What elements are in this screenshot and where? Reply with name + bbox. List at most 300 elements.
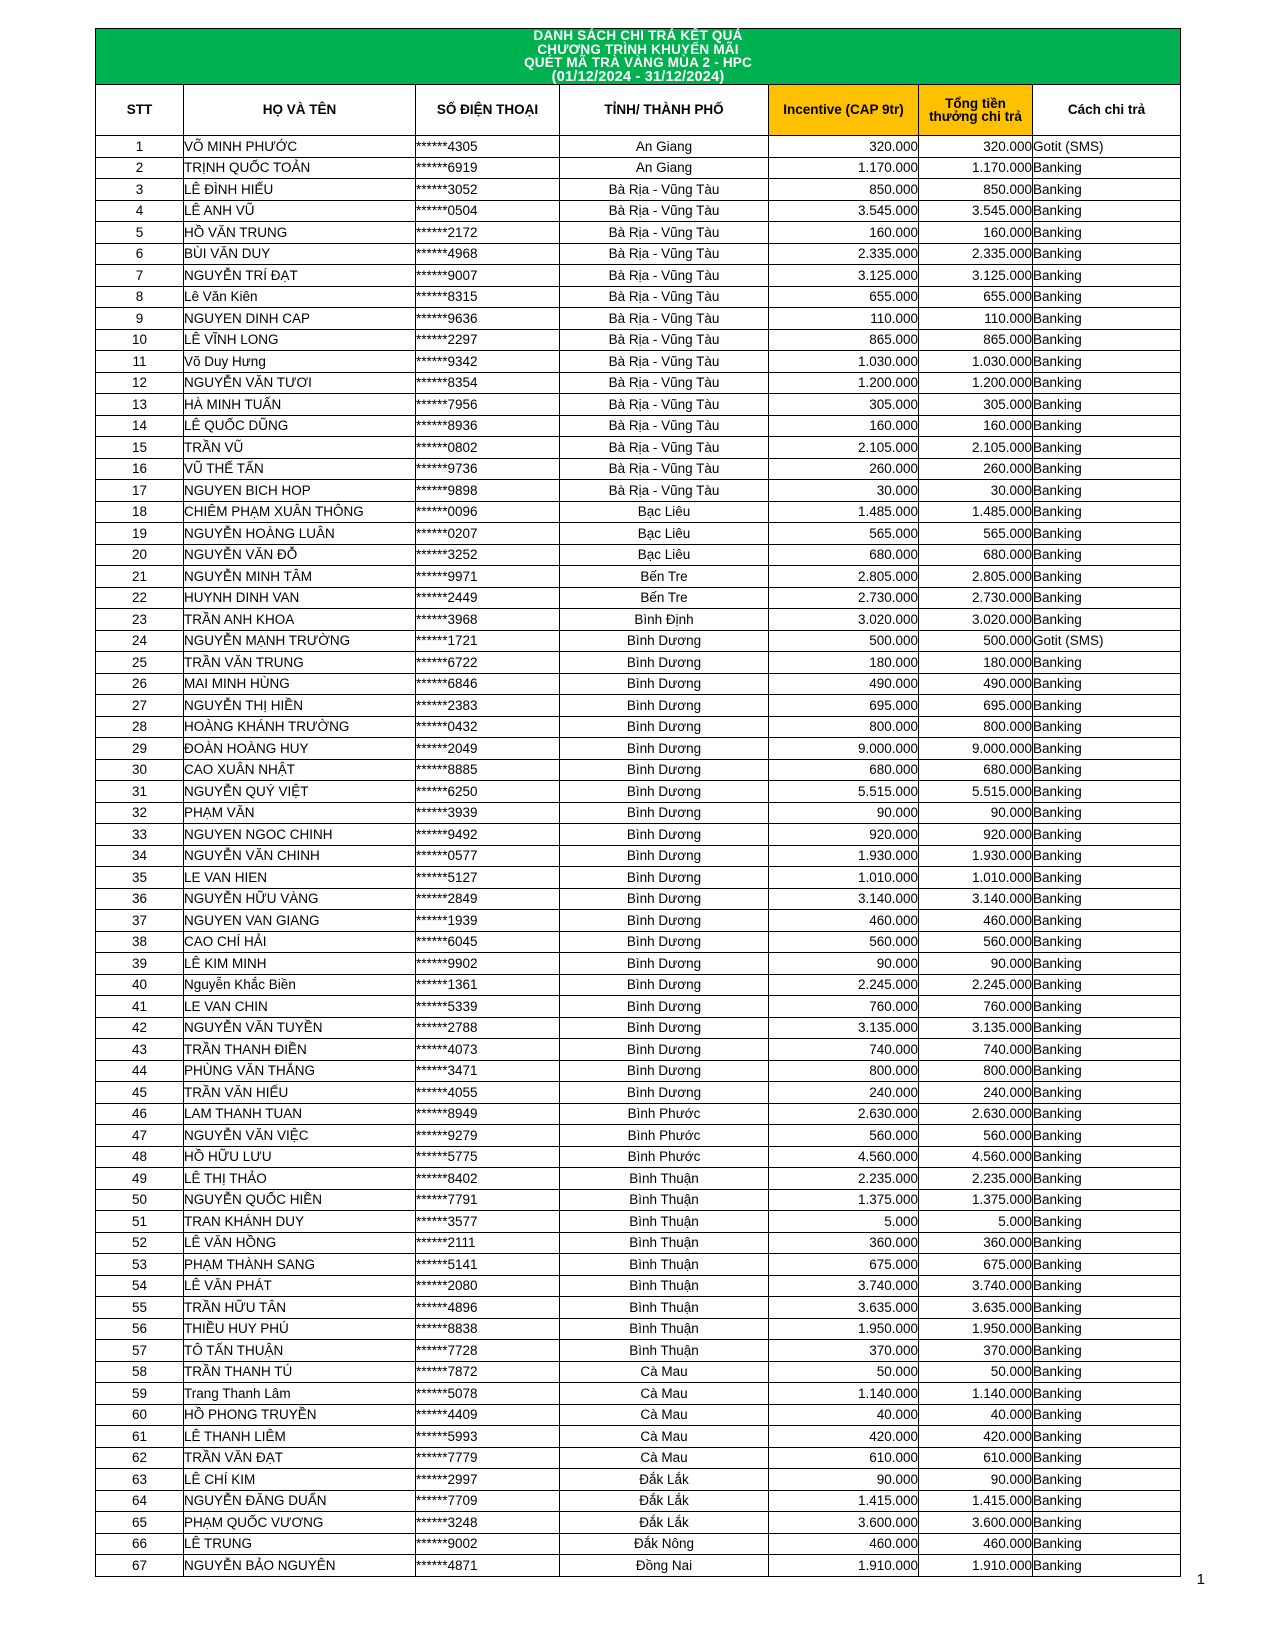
- column-header-method: Cách chi trả: [1033, 85, 1181, 136]
- cell-phone: ******6846: [416, 673, 560, 695]
- cell-phone: ******3252: [416, 544, 560, 566]
- table-row: [96, 738, 1181, 760]
- cell-stt: 66: [96, 1533, 184, 1555]
- cell-phone: ******6250: [416, 781, 560, 803]
- cell-stt: 2: [96, 157, 184, 179]
- cell-stt: 44: [96, 1060, 184, 1082]
- table-row: [96, 609, 1181, 631]
- cell-phone: ******5078: [416, 1383, 560, 1405]
- cell-name: NGUYỄN HỮU VÀNG: [184, 888, 416, 910]
- cell-incentive: 680.000: [769, 544, 919, 566]
- table-row: [96, 265, 1181, 287]
- table-row: [96, 480, 1181, 502]
- table-row: [96, 1490, 1181, 1512]
- cell-phone: ******0096: [416, 501, 560, 523]
- cell-province: Bạc Liêu: [560, 544, 769, 566]
- cell-total: 370.000: [919, 1340, 1033, 1362]
- cell-total: 2.805.000: [919, 566, 1033, 588]
- cell-province: Bến Tre: [560, 587, 769, 609]
- cell-province: Bạc Liêu: [560, 501, 769, 523]
- cell-incentive: 500.000: [769, 630, 919, 652]
- cell-incentive: 4.560.000: [769, 1146, 919, 1168]
- cell-stt: 26: [96, 673, 184, 695]
- cell-incentive: 695.000: [769, 695, 919, 717]
- cell-phone: ******2788: [416, 1017, 560, 1039]
- table-row: [96, 200, 1181, 222]
- table-row: [96, 910, 1181, 932]
- cell-incentive: 2.730.000: [769, 587, 919, 609]
- cell-method: Banking: [1033, 1168, 1181, 1190]
- cell-total: 490.000: [919, 673, 1033, 695]
- cell-province: Bình Dương: [560, 910, 769, 932]
- cell-method: Banking: [1033, 1103, 1181, 1125]
- table-row: [96, 1426, 1181, 1448]
- column-header-phone: SỐ ĐIỆN THOẠI: [416, 85, 560, 136]
- table-row: [96, 867, 1181, 889]
- cell-province: Bình Dương: [560, 974, 769, 996]
- table-row: [96, 544, 1181, 566]
- cell-name: LÊ TRUNG: [184, 1533, 416, 1555]
- table-row: [96, 931, 1181, 953]
- table-row: [96, 1447, 1181, 1469]
- cell-method: Banking: [1033, 372, 1181, 394]
- cell-incentive: 3.545.000: [769, 200, 919, 222]
- cell-stt: 24: [96, 630, 184, 652]
- cell-phone: ******2080: [416, 1275, 560, 1297]
- cell-name: LE VAN CHIN: [184, 996, 416, 1018]
- cell-stt: 57: [96, 1340, 184, 1362]
- cell-incentive: 370.000: [769, 1340, 919, 1362]
- cell-province: Bình Dương: [560, 802, 769, 824]
- cell-province: Đắk Lắk: [560, 1469, 769, 1491]
- cell-phone: ******9736: [416, 458, 560, 480]
- cell-name: VŨ THẾ TẤN: [184, 458, 416, 480]
- cell-province: Đắk Nông: [560, 1533, 769, 1555]
- cell-method: Banking: [1033, 200, 1181, 222]
- cell-method: Banking: [1033, 1340, 1181, 1362]
- cell-method: Banking: [1033, 716, 1181, 738]
- cell-incentive: 1.170.000: [769, 157, 919, 179]
- cell-method: Banking: [1033, 1512, 1181, 1534]
- cell-province: Bà Rịa - Vũng Tàu: [560, 415, 769, 437]
- cell-total: 1.950.000: [919, 1318, 1033, 1340]
- cell-total: 5.515.000: [919, 781, 1033, 803]
- cell-province: Bình Dương: [560, 652, 769, 674]
- cell-method: Banking: [1033, 1533, 1181, 1555]
- cell-name: TRẦN VĂN ĐẠT: [184, 1447, 416, 1469]
- cell-method: Banking: [1033, 673, 1181, 695]
- cell-stt: 46: [96, 1103, 184, 1125]
- cell-stt: 52: [96, 1232, 184, 1254]
- cell-name: Trang Thanh Lâm: [184, 1383, 416, 1405]
- cell-province: Bình Phước: [560, 1146, 769, 1168]
- cell-total: 800.000: [919, 716, 1033, 738]
- cell-province: Bình Thuận: [560, 1254, 769, 1276]
- cell-incentive: 610.000: [769, 1447, 919, 1469]
- table-header-row: [96, 85, 1181, 136]
- cell-name: NGUYỄN TRÍ ĐẠT: [184, 265, 416, 287]
- cell-method: Banking: [1033, 157, 1181, 179]
- cell-province: Bà Rịa - Vũng Tàu: [560, 179, 769, 201]
- column-header-total-line2: thưởng chi trả: [929, 109, 1022, 124]
- cell-incentive: 320.000: [769, 136, 919, 158]
- cell-province: Bà Rịa - Vũng Tàu: [560, 200, 769, 222]
- cell-phone: ******1939: [416, 910, 560, 932]
- cell-name: PHẠM THÀNH SANG: [184, 1254, 416, 1276]
- cell-total: 90.000: [919, 802, 1033, 824]
- cell-name: LÊ THANH LIÊM: [184, 1426, 416, 1448]
- cell-stt: 37: [96, 910, 184, 932]
- cell-incentive: 1.140.000: [769, 1383, 919, 1405]
- cell-name: NGUYỄN VĂN TUYỀN: [184, 1017, 416, 1039]
- cell-method: Banking: [1033, 458, 1181, 480]
- cell-province: Bình Dương: [560, 673, 769, 695]
- cell-total: 2.105.000: [919, 437, 1033, 459]
- table-row: [96, 996, 1181, 1018]
- cell-phone: ******9636: [416, 308, 560, 330]
- cell-method: Banking: [1033, 329, 1181, 351]
- cell-incentive: 680.000: [769, 759, 919, 781]
- cell-name: NGUYỄN QUÝ VIỆT: [184, 781, 416, 803]
- cell-province: Bình Dương: [560, 759, 769, 781]
- table-row: [96, 845, 1181, 867]
- table-row: [96, 1555, 1181, 1577]
- cell-method: Banking: [1033, 1426, 1181, 1448]
- table-row: [96, 673, 1181, 695]
- cell-incentive: 2.805.000: [769, 566, 919, 588]
- cell-province: Cà Mau: [560, 1361, 769, 1383]
- table-row: [96, 1512, 1181, 1534]
- table-row: [96, 824, 1181, 846]
- cell-stt: 13: [96, 394, 184, 416]
- cell-total: 305.000: [919, 394, 1033, 416]
- cell-stt: 34: [96, 845, 184, 867]
- cell-incentive: 3.125.000: [769, 265, 919, 287]
- cell-method: Banking: [1033, 824, 1181, 846]
- cell-stt: 28: [96, 716, 184, 738]
- cell-method: Banking: [1033, 1383, 1181, 1405]
- cell-province: Bình Dương: [560, 1039, 769, 1061]
- cell-phone: ******8949: [416, 1103, 560, 1125]
- table-row: [96, 587, 1181, 609]
- cell-incentive: 565.000: [769, 523, 919, 545]
- cell-method: Gotit (SMS): [1033, 630, 1181, 652]
- cell-incentive: 30.000: [769, 480, 919, 502]
- cell-method: Banking: [1033, 759, 1181, 781]
- cell-method: Banking: [1033, 523, 1181, 545]
- table-row: [96, 1297, 1181, 1319]
- cell-stt: 47: [96, 1125, 184, 1147]
- cell-incentive: 800.000: [769, 716, 919, 738]
- table-row: [96, 1318, 1181, 1340]
- cell-phone: ******2111: [416, 1232, 560, 1254]
- cell-name: NGUYỄN VĂN CHINH: [184, 845, 416, 867]
- cell-name: LÊ CHÍ KIM: [184, 1469, 416, 1491]
- cell-name: CHIÊM PHẠM XUÂN THÔNG: [184, 501, 416, 523]
- cell-phone: ******5127: [416, 867, 560, 889]
- cell-province: Bình Dương: [560, 695, 769, 717]
- cell-total: 3.740.000: [919, 1275, 1033, 1297]
- cell-phone: ******2297: [416, 329, 560, 351]
- cell-total: 90.000: [919, 1469, 1033, 1491]
- cell-name: LÊ ĐÌNH HIẾU: [184, 179, 416, 201]
- table-row: [96, 1232, 1181, 1254]
- cell-stt: 20: [96, 544, 184, 566]
- cell-total: 565.000: [919, 523, 1033, 545]
- document-title: [96, 29, 1181, 85]
- cell-stt: 61: [96, 1426, 184, 1448]
- cell-incentive: 560.000: [769, 931, 919, 953]
- cell-stt: 43: [96, 1039, 184, 1061]
- cell-stt: 60: [96, 1404, 184, 1426]
- table-row: [96, 394, 1181, 416]
- cell-stt: 38: [96, 931, 184, 953]
- cell-method: Banking: [1033, 996, 1181, 1018]
- table-row: [96, 759, 1181, 781]
- cell-total: 1.930.000: [919, 845, 1033, 867]
- cell-name: LÊ THỊ THẢO: [184, 1168, 416, 1190]
- cell-total: 180.000: [919, 652, 1033, 674]
- cell-incentive: 9.000.000: [769, 738, 919, 760]
- cell-name: LÊ ANH VŨ: [184, 200, 416, 222]
- column-header-name: HỌ VÀ TÊN: [184, 85, 416, 136]
- cell-phone: ******4055: [416, 1082, 560, 1104]
- cell-incentive: 240.000: [769, 1082, 919, 1104]
- table-row: [96, 458, 1181, 480]
- cell-total: 680.000: [919, 544, 1033, 566]
- cell-method: Banking: [1033, 394, 1181, 416]
- cell-province: Bình Thuận: [560, 1297, 769, 1319]
- cell-name: NGUYỄN MINH TÂM: [184, 566, 416, 588]
- cell-method: Banking: [1033, 1146, 1181, 1168]
- cell-stt: 64: [96, 1490, 184, 1512]
- cell-incentive: 560.000: [769, 1125, 919, 1147]
- cell-province: Bà Rịa - Vũng Tàu: [560, 243, 769, 265]
- cell-method: Banking: [1033, 802, 1181, 824]
- cell-province: Bình Dương: [560, 738, 769, 760]
- cell-total: 2.245.000: [919, 974, 1033, 996]
- cell-phone: ******4305: [416, 136, 560, 158]
- cell-phone: ******3471: [416, 1060, 560, 1082]
- cell-name: NGUYEN VAN GIANG: [184, 910, 416, 932]
- cell-incentive: 655.000: [769, 286, 919, 308]
- cell-total: 1.910.000: [919, 1555, 1033, 1577]
- table-row: [96, 1039, 1181, 1061]
- cell-phone: ******4073: [416, 1039, 560, 1061]
- cell-name: LÊ KIM MINH: [184, 953, 416, 975]
- cell-province: Bà Rịa - Vũng Tàu: [560, 329, 769, 351]
- cell-stt: 8: [96, 286, 184, 308]
- cell-phone: ******8936: [416, 415, 560, 437]
- column-header-total: [919, 85, 1033, 136]
- cell-total: 3.140.000: [919, 888, 1033, 910]
- cell-phone: ******2449: [416, 587, 560, 609]
- cell-name: THIỀU HUY PHÚ: [184, 1318, 416, 1340]
- cell-method: Banking: [1033, 415, 1181, 437]
- page-number: 1: [1196, 1571, 1205, 1588]
- cell-name: Võ Duy Hưng: [184, 351, 416, 373]
- cell-province: Cà Mau: [560, 1404, 769, 1426]
- cell-stt: 27: [96, 695, 184, 717]
- cell-incentive: 760.000: [769, 996, 919, 1018]
- cell-stt: 40: [96, 974, 184, 996]
- cell-name: TÔ TẤN THUẬN: [184, 1340, 416, 1362]
- cell-stt: 48: [96, 1146, 184, 1168]
- cell-stt: 22: [96, 587, 184, 609]
- cell-method: Banking: [1033, 910, 1181, 932]
- cell-stt: 29: [96, 738, 184, 760]
- cell-stt: 49: [96, 1168, 184, 1190]
- cell-incentive: 850.000: [769, 179, 919, 201]
- cell-total: 110.000: [919, 308, 1033, 330]
- cell-total: 460.000: [919, 910, 1033, 932]
- table-row: [96, 415, 1181, 437]
- cell-method: Banking: [1033, 1318, 1181, 1340]
- cell-province: Cà Mau: [560, 1383, 769, 1405]
- cell-incentive: 3.635.000: [769, 1297, 919, 1319]
- cell-stt: 54: [96, 1275, 184, 1297]
- cell-stt: 35: [96, 867, 184, 889]
- table-row: [96, 523, 1181, 545]
- cell-province: Bình Thuận: [560, 1318, 769, 1340]
- cell-name: LE VAN HIEN: [184, 867, 416, 889]
- cell-name: NGUYỄN VĂN VIỆC: [184, 1125, 416, 1147]
- cell-phone: ******9492: [416, 824, 560, 846]
- cell-stt: 41: [96, 996, 184, 1018]
- table-row: [96, 1469, 1181, 1491]
- title-line-2: CHƯƠNG TRÌNH KHUYẾN MÃI: [537, 41, 739, 57]
- table-row: [96, 157, 1181, 179]
- cell-incentive: 3.140.000: [769, 888, 919, 910]
- cell-total: 760.000: [919, 996, 1033, 1018]
- cell-province: Bà Rịa - Vũng Tàu: [560, 480, 769, 502]
- title-row: [96, 29, 1181, 85]
- cell-method: Banking: [1033, 1254, 1181, 1276]
- cell-incentive: 90.000: [769, 953, 919, 975]
- cell-name: HUYNH DINH VAN: [184, 587, 416, 609]
- cell-stt: 10: [96, 329, 184, 351]
- cell-name: NGUYEN DINH CAP: [184, 308, 416, 330]
- cell-total: 3.125.000: [919, 265, 1033, 287]
- table-row: [96, 802, 1181, 824]
- cell-total: 30.000: [919, 480, 1033, 502]
- cell-phone: ******5775: [416, 1146, 560, 1168]
- cell-name: TRẦN VĂN TRUNG: [184, 652, 416, 674]
- title-line-1: DANH SÁCH CHI TRẢ KẾT QUẢ: [533, 28, 743, 43]
- cell-province: Bình Dương: [560, 716, 769, 738]
- cell-method: Banking: [1033, 308, 1181, 330]
- cell-name: NGUYEN BICH HOP: [184, 480, 416, 502]
- table-row: [96, 1017, 1181, 1039]
- cell-name: HỒ PHONG TRUYỀN: [184, 1404, 416, 1426]
- cell-phone: ******8315: [416, 286, 560, 308]
- cell-method: Banking: [1033, 501, 1181, 523]
- cell-name: TRẦN ANH KHOA: [184, 609, 416, 631]
- cell-phone: ******9902: [416, 953, 560, 975]
- cell-method: Banking: [1033, 695, 1181, 717]
- cell-stt: 62: [96, 1447, 184, 1469]
- cell-stt: 53: [96, 1254, 184, 1276]
- cell-phone: ******3968: [416, 609, 560, 631]
- cell-method: Banking: [1033, 566, 1181, 588]
- cell-phone: ******0802: [416, 437, 560, 459]
- cell-phone: ******4871: [416, 1555, 560, 1577]
- cell-method: Banking: [1033, 974, 1181, 996]
- cell-total: 560.000: [919, 1125, 1033, 1147]
- cell-name: Lê Văn Kiên: [184, 286, 416, 308]
- cell-stt: 33: [96, 824, 184, 846]
- cell-province: Đắk Lắk: [560, 1490, 769, 1512]
- cell-method: Banking: [1033, 1039, 1181, 1061]
- cell-total: 3.135.000: [919, 1017, 1033, 1039]
- table-row: [96, 372, 1181, 394]
- cell-total: 2.335.000: [919, 243, 1033, 265]
- cell-province: Bình Dương: [560, 953, 769, 975]
- cell-total: 320.000: [919, 136, 1033, 158]
- cell-stt: 67: [96, 1555, 184, 1577]
- cell-total: 5.000: [919, 1211, 1033, 1233]
- cell-method: Banking: [1033, 1404, 1181, 1426]
- cell-total: 40.000: [919, 1404, 1033, 1426]
- cell-phone: ******3052: [416, 179, 560, 201]
- cell-incentive: 460.000: [769, 1533, 919, 1555]
- cell-name: NGUYỄN HOÀNG LUÂN: [184, 523, 416, 545]
- cell-incentive: 420.000: [769, 1426, 919, 1448]
- cell-total: 560.000: [919, 931, 1033, 953]
- cell-province: Bình Dương: [560, 867, 769, 889]
- table-row: [96, 1340, 1181, 1362]
- cell-total: 680.000: [919, 759, 1033, 781]
- cell-province: Bà Rịa - Vũng Tàu: [560, 351, 769, 373]
- cell-phone: ******0577: [416, 845, 560, 867]
- cell-phone: ******6045: [416, 931, 560, 953]
- cell-phone: ******2172: [416, 222, 560, 244]
- cell-method: Banking: [1033, 1297, 1181, 1319]
- cell-phone: ******9898: [416, 480, 560, 502]
- cell-name: NGUYỄN VĂN TƯƠI: [184, 372, 416, 394]
- cell-method: Banking: [1033, 1447, 1181, 1469]
- cell-province: Bình Dương: [560, 781, 769, 803]
- cell-province: Bình Thuận: [560, 1168, 769, 1190]
- cell-stt: 12: [96, 372, 184, 394]
- cell-province: Bà Rịa - Vũng Tàu: [560, 437, 769, 459]
- payout-table: [95, 28, 1181, 1577]
- cell-total: 740.000: [919, 1039, 1033, 1061]
- cell-phone: ******7872: [416, 1361, 560, 1383]
- cell-total: 1.010.000: [919, 867, 1033, 889]
- cell-total: 1.415.000: [919, 1490, 1033, 1512]
- cell-phone: ******9279: [416, 1125, 560, 1147]
- cell-phone: ******7709: [416, 1490, 560, 1512]
- cell-incentive: 5.515.000: [769, 781, 919, 803]
- cell-phone: ******0207: [416, 523, 560, 545]
- table-row: [96, 179, 1181, 201]
- cell-method: Banking: [1033, 243, 1181, 265]
- cell-total: 850.000: [919, 179, 1033, 201]
- cell-name: NGUYỄN THỊ HIỀN: [184, 695, 416, 717]
- cell-phone: ******1361: [416, 974, 560, 996]
- cell-total: 3.600.000: [919, 1512, 1033, 1534]
- cell-method: Banking: [1033, 652, 1181, 674]
- table-row: [96, 329, 1181, 351]
- cell-incentive: 3.740.000: [769, 1275, 919, 1297]
- table-row: [96, 1361, 1181, 1383]
- cell-phone: ******9007: [416, 265, 560, 287]
- cell-name: TRẦN HỮU TÂN: [184, 1297, 416, 1319]
- cell-phone: ******1721: [416, 630, 560, 652]
- cell-province: Bình Dương: [560, 1060, 769, 1082]
- cell-stt: 19: [96, 523, 184, 545]
